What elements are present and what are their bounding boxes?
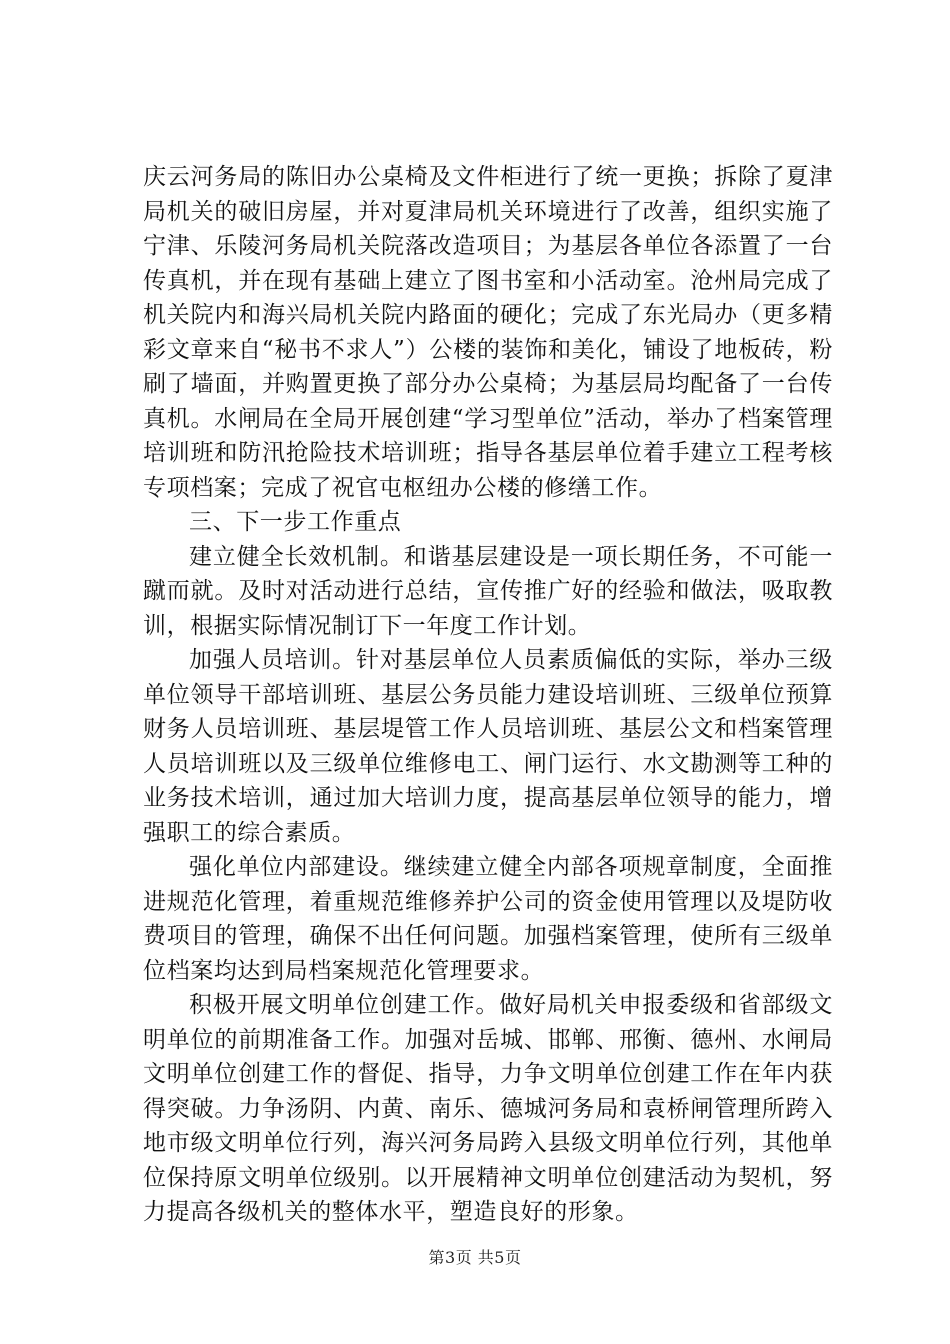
section-heading: 三、下一步工作重点 [189, 509, 402, 535]
paragraph-staff-training: 加强人员培训。针对基层单位人员素质偏低的实际，举办三级单位领导干部培训班、基层公务员能力建设培训班、三级单位预算财务人员培训班、基层堤管工作人员培训班、基层公文和档案管理人员培训班以及三级单位维修电工、闸门运行、水文勘测等工种的业务技术培训，通过加大培训力度，提高基层单位领导的能力，增强职工的综合素质。 [143, 647, 833, 846]
paragraph-continuation: 庆云河务局的陈旧办公桌椅及文件柜进行了统一更换；拆除了夏津局机关的破旧房屋，并对夏津局机关环境进行了改善，组织实施了宁津、乐陵河务局机关院落改造项目；为基层各单位各添置了一台传真机，并在现有基础上建立了图书室和小活动室。沧州局完成了机关院内和海兴局机关院内路面的硬化；完成了东光局办（更多精彩文章来自“秘书不求人”）公楼的装饰和美化，铺设了地板砖，粉刷了墙面，并购置更换了部分办公桌椅；为基层局均配备了一台传真机。水闸局在全局开展创建“学习型单位”活动，举办了档案管理培训班和防汛抢险技术培训班；指导各基层单位着手建立工程考核专项档案；完成了祝官屯枢纽办公楼的修缮工作。 [143, 164, 833, 501]
page-number-footer: 第3页 共5页 [428, 1248, 522, 1267]
paragraph-internal-construction: 强化单位内部建设。继续建立健全内部各项规章制度，全面推进规范化管理，着重规范维修养护公司的资金使用管理以及堤防收费项目的管理，确保不出任何问题。加强档案管理，使所有三级单位档案均达到局档案规范化管理要求。 [143, 854, 833, 984]
paragraph-civilized-unit: 积极开展文明单位创建工作。做好局机关申报委级和省部级文明单位的前期准备工作。加强对岳城、邯郸、邢衡、德州、水闸局文明单位创建工作的督促、指导，力争文明单位创建工作在年内获得突破。力争汤阴、内黄、南乐、德城河务局和袁桥闸管理所跨入地市级文明单位行列，海兴河务局跨入县级文明单位行列，其他单位保持原文明单位级别。以开展精神文明单位创建活动为契机，努力提高各级机关的整体水平，塑造良好的形象。 [143, 992, 833, 1225]
paragraph-long-term-mechanism: 建立健全长效机制。和谐基层建设是一项长期任务，不可能一蹴而就。及时对活动进行总结，宣传推广好的经验和做法，吸取教训，根据实际情况制订下一年度工作计划。 [143, 543, 833, 639]
document-body [143, 160, 833, 1230]
